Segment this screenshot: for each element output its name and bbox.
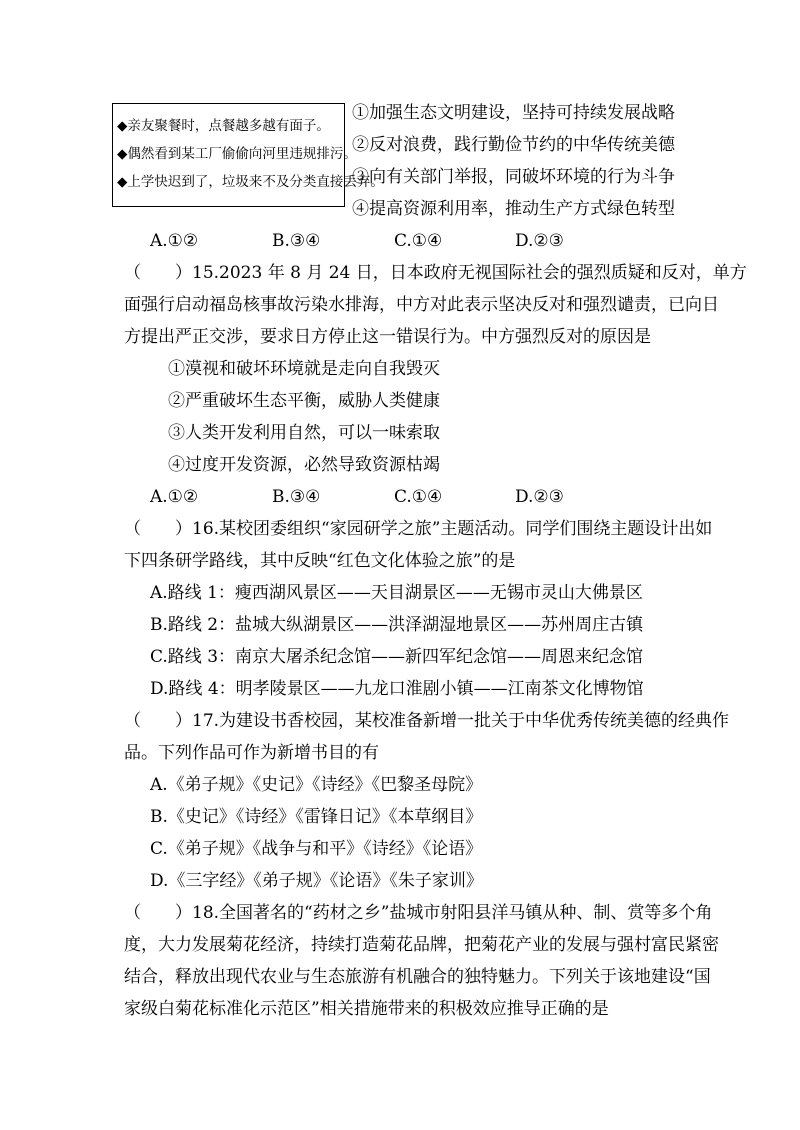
q16-stem-line: 下四条研学路线，其中反映“红色文化体验之旅”的是: [124, 551, 516, 571]
q14-statement-1: ①加强生态文明建设，坚持可持续发展战略: [352, 103, 675, 123]
q15-option-a[interactable]: A.①②: [150, 487, 199, 507]
q18-stem-line: （ ）18.全国著名的“药材之乡”盐城市射阳县洋马镇从种、制、赏等多个角: [124, 903, 713, 923]
q16-option-d[interactable]: D.路线 4：明孝陵景区——九龙口淮剧小镇——江南茶文化博物馆: [150, 679, 644, 699]
q17-stem-line: 品。下列作品可作为新增书目的有: [124, 743, 379, 763]
q15-statement-2: ②严重破坏生态平衡，威胁人类健康: [168, 391, 440, 411]
q17-option-c[interactable]: C.《弟子规》《战争与和平》《诗经》《论语》: [150, 839, 483, 859]
q14-statement-2: ②反对浪费，践行勤俭节约的中华传统美德: [352, 135, 675, 155]
q14-material-box: [112, 103, 384, 207]
q14-option-d[interactable]: D.②③: [515, 231, 564, 251]
q16-option-b[interactable]: B.路线 2：盐城大纵湖景区——洪泽湖湿地景区——苏州周庄古镇: [150, 615, 644, 635]
q14-box-line: ◆亲友聚餐时，点餐越多越有面子。: [117, 118, 330, 134]
q16-option-a[interactable]: A.路线 1：瘦西湖风景区——天目湖景区——无锡市灵山大佛景区: [150, 583, 643, 603]
q14-option-b[interactable]: B.③④: [272, 231, 321, 251]
q15-statement-4: ④过度开发资源，必然导致资源枯竭: [168, 455, 440, 475]
q18-stem-line: 度，大力发展菊花经济，持续打造菊花品牌，把菊花产业的发展与强村富民紧密: [124, 935, 719, 955]
q17-stem-line: （ ）17.为建设书香校园，某校准备新增一批关于中华优秀传统美德的经典作: [124, 711, 730, 731]
q17-option-a[interactable]: A.《弟子规》《史记》《诗经》《巴黎圣母院》: [150, 775, 483, 795]
q14-statement-3: ③向有关部门举报，同破坏环境的行为斗争: [352, 167, 675, 187]
q15-option-b[interactable]: B.③④: [272, 487, 321, 507]
q15-option-c[interactable]: C.①④: [394, 487, 443, 507]
q17-option-d[interactable]: D.《三字经》《弟子规》《论语》《朱子家训》: [150, 871, 483, 891]
q15-stem-line: 方提出严正交涉，要求日方停止这一错误行为。中方强烈反对的原因是: [124, 327, 651, 347]
q14-option-a[interactable]: A.①②: [150, 231, 199, 251]
q14-box-line: ◆偶然看到某工厂偷偷向河里违规排污。: [117, 146, 357, 162]
q15-stem-line: （ ）15.2023 年 8 月 24 日，日本政府无视国际社会的强烈质疑和反对，单方: [124, 263, 747, 283]
q18-stem-line: 结合，释放出现代农业与生态旅游有机融合的独特魅力。下列关于该地建设“国: [124, 967, 711, 987]
q14-box-line: ◆上学快迟到了，垃圾来不及分类直接丢弃。: [117, 174, 384, 190]
q18-stem-line: 家级白菊花标准化示范区”相关措施带来的积极效应推导正确的是: [124, 999, 609, 1019]
q14-statement-4: ④提高资源利用率，推动生产方式绿色转型: [352, 199, 675, 219]
q15-statement-3: ③人类开发利用自然，可以一味索取: [168, 423, 440, 443]
q14-option-c[interactable]: C.①④: [394, 231, 443, 251]
q16-option-c[interactable]: C.路线 3：南京大屠杀纪念馆——新四军纪念馆——周恩来纪念馆: [150, 647, 644, 667]
q17-option-b[interactable]: B.《史记》《诗经》《雷锋日记》《本草纲目》: [150, 807, 483, 827]
q16-stem-line: （ ）16.某校团委组织“家园研学之旅”主题活动。同学们围绕主题设计出如: [124, 519, 713, 539]
q15-statement-1: ①漠视和破坏环境就是走向自我毁灭: [168, 359, 440, 379]
q15-option-d[interactable]: D.②③: [515, 487, 564, 507]
q15-stem-line: 面强行启动福岛核事故污染水排海，中方对此表示坚决反对和强烈谴责，已向日: [124, 295, 719, 315]
